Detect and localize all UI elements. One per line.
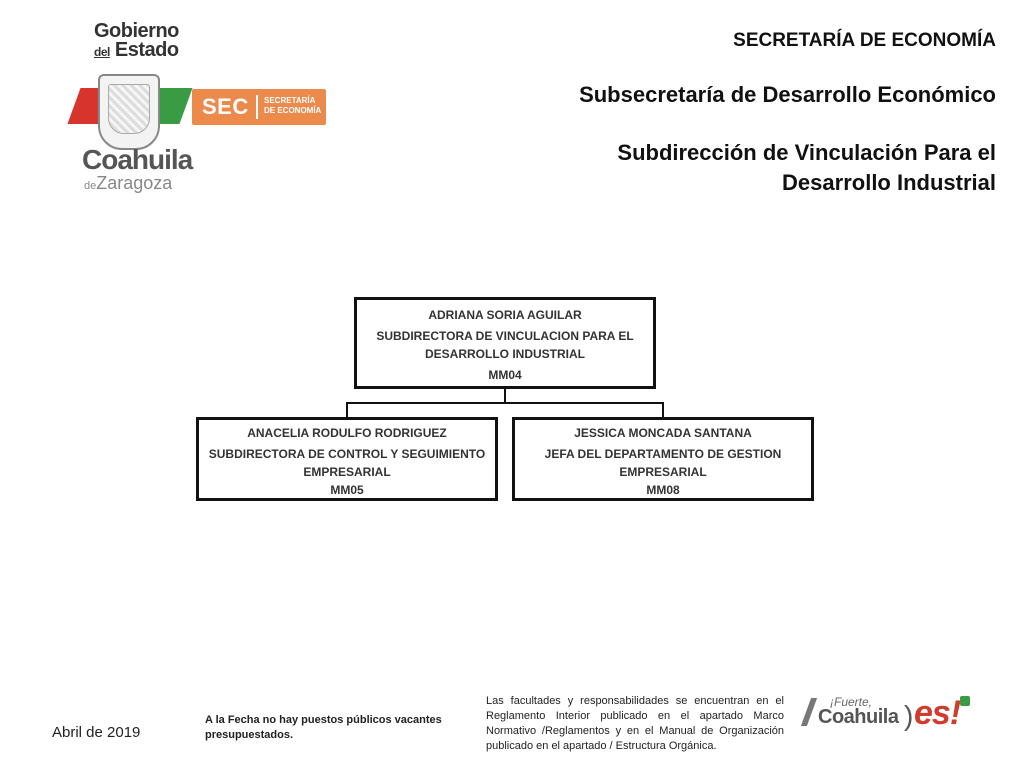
page-title: SECRETARÍA DE ECONOMÍA (733, 30, 996, 51)
connector-vertical-top (504, 389, 506, 403)
coat-of-arms-icon (98, 74, 160, 150)
subsecretaria-title: Subsecretaría de Desarrollo Económico (579, 82, 996, 107)
logo-gobierno-text: Gobierno (94, 20, 179, 42)
sec-logo (192, 89, 326, 125)
fuerte-coahuila-logo: ¡Fuerte, Coahuila ) es! (804, 694, 984, 744)
connector-right-drop (662, 402, 664, 417)
footer-vacancy-note: A la Fecha no hay puestos públicos vacantes presupuestados. (205, 714, 442, 741)
footer-date: Abril de 2019 (52, 724, 141, 741)
org-position: JEFA DEL DEPARTAMENTO DE GESTION (544, 447, 782, 461)
footer-legal-text: Las facultades y responsabilidades se encuentran en el Reglamento Interior publicado en el apartado Marco Normativo /Reglamentos y en el Manual de Organización publicado en el apartado / Estructura Orgánica. (486, 695, 784, 752)
logo-estado-text: Estado (114, 39, 179, 61)
org-box-subdirectora (354, 297, 656, 389)
org-box-gestion-empresarial (512, 417, 814, 501)
org-code: MM08 (646, 483, 680, 497)
org-position: DESARROLLO INDUSTRIAL (425, 347, 585, 361)
org-name: ADRIANA SORIA AGUILAR (428, 308, 582, 322)
org-name: ANACELIA RODULFO RODRIGUEZ (247, 426, 447, 440)
logo-del-text: del (94, 45, 110, 59)
connector-horizontal (346, 402, 664, 404)
org-position: SUBDIRECTORA DE VINCULACION PARA EL (376, 329, 634, 343)
org-box-control-seguimiento (196, 417, 498, 501)
logo-coahuila-text: Coahuila (82, 144, 193, 175)
subdireccion-title: Subdirección de Vinculación Para el Desarrollo Industrial (617, 140, 996, 195)
slogan-fuerte: ¡Fuerte, (830, 695, 873, 709)
sec-subtitle: SECRETARÍA DE ECONOMÍA (264, 96, 322, 115)
gobierno-estado-wordmark (94, 22, 179, 62)
gobierno-logo (64, 22, 334, 197)
org-position: EMPRESARIAL (303, 465, 391, 479)
org-code: MM05 (330, 483, 364, 497)
org-name: JESSICA MONCADA SANTANA (574, 426, 752, 440)
org-position: SUBDIRECTORA DE CONTROL Y SEGUIMIENTO (208, 447, 486, 461)
connector-left-drop (346, 402, 348, 417)
slogan-es: es! (914, 694, 961, 732)
sec-text: SEC (202, 94, 249, 119)
slogan-coahuila: Coahuila (818, 706, 899, 728)
header-titles (436, 30, 996, 198)
org-code: MM04 (488, 368, 522, 382)
logo-zaragoza: deZaragoza (84, 173, 173, 193)
org-position: EMPRESARIAL (619, 465, 707, 479)
